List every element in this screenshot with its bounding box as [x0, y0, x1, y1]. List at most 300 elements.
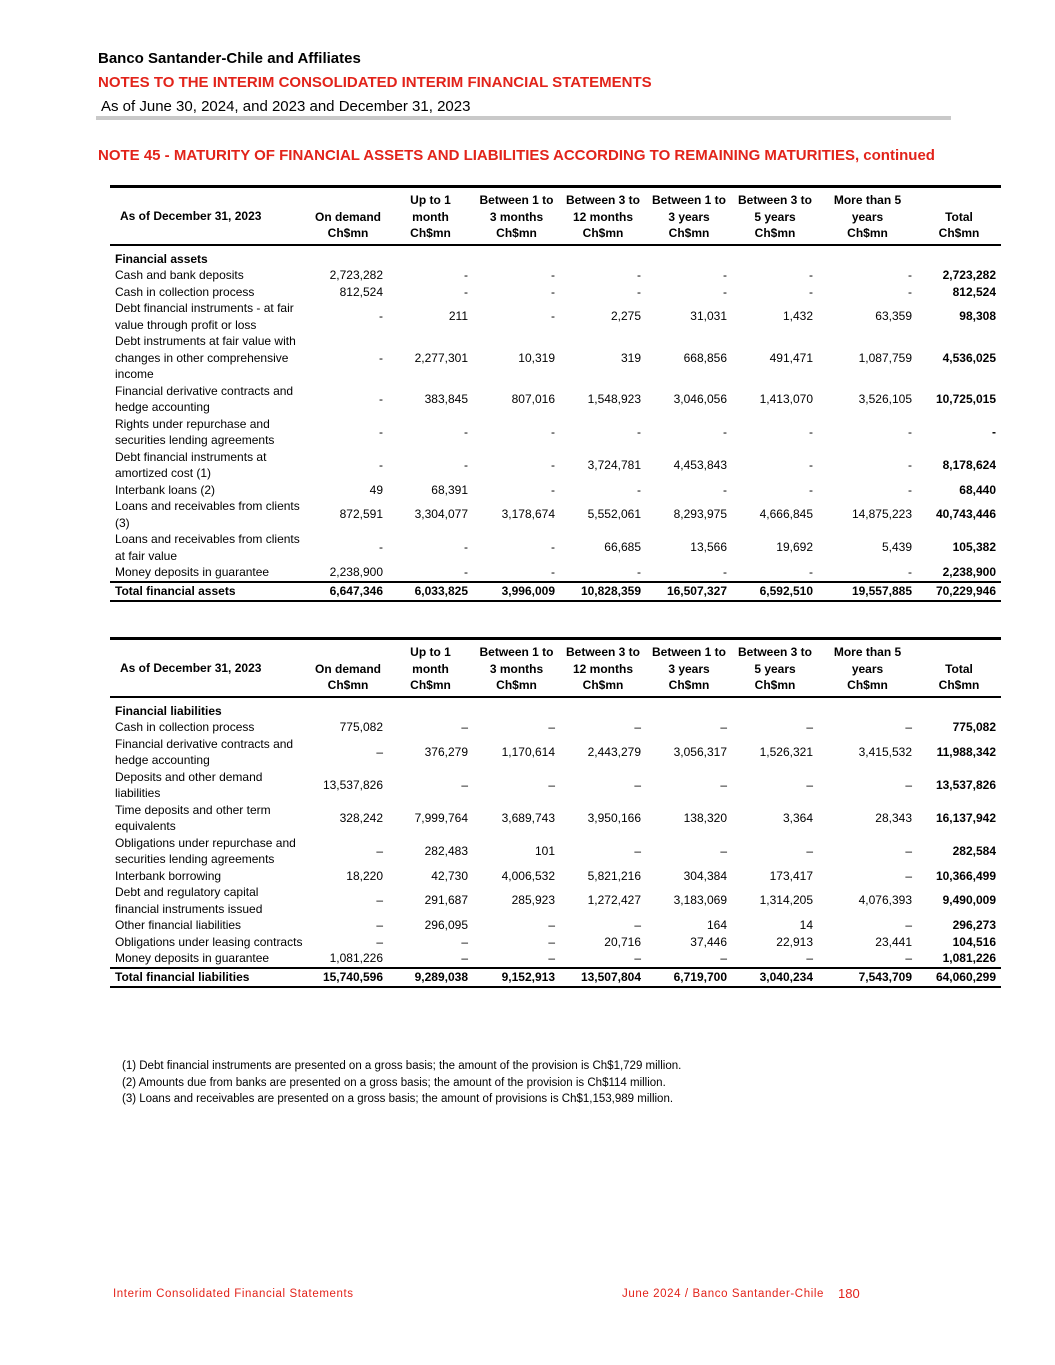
row-label: Loans and receivables from clients at fair value — [115, 532, 300, 563]
value-cell: 296,095 — [424, 918, 468, 932]
value-cell: 2,723,282 — [329, 268, 383, 282]
column-header-unit: Ch$mn — [410, 226, 451, 240]
value-cell: - — [464, 565, 468, 579]
row-label: Cash in collection process — [115, 284, 255, 299]
value-cell: – — [905, 720, 912, 734]
column-header — [818, 639, 917, 697]
row-total-cell: 10,366,499 — [935, 868, 996, 883]
value-cell: 3,724,781 — [587, 457, 641, 472]
table-row — [110, 284, 1001, 301]
column-header-label: More than 5 years — [833, 193, 902, 224]
value-cell: 3,415,532 — [858, 744, 912, 759]
row-total-cell: 98,308 — [959, 309, 996, 324]
value-cell: 4,453,843 — [673, 457, 727, 472]
table-row — [110, 719, 1001, 736]
value-cell: – — [806, 720, 813, 734]
value-cell: 383,845 — [424, 391, 468, 406]
row-label: Obligations under leasing contracts — [115, 934, 303, 949]
total-value-cell: 7,543,709 — [818, 968, 917, 987]
row-total-cell: 2,238,900 — [942, 565, 996, 579]
column-header-label: Between 1 to 3 months — [479, 193, 554, 224]
table-row — [110, 267, 1001, 284]
column-header-label: Between 1 to 3 years — [651, 193, 726, 224]
table-row — [110, 300, 1001, 333]
total-value-cell: 13,507,804 — [560, 968, 646, 987]
value-cell: – — [461, 777, 468, 792]
total-row — [110, 968, 1001, 987]
row-label: Interbank loans (2) — [115, 482, 216, 497]
value-cell: 14,875,223 — [851, 507, 912, 522]
row-label: Financial derivative contracts and hedge accounting — [115, 736, 294, 767]
column-header-label: Up to 1 month — [410, 193, 451, 224]
table-row — [110, 736, 1001, 769]
value-cell: 491,471 — [769, 350, 813, 365]
value-cell: - — [379, 540, 383, 555]
value-cell: - — [809, 424, 813, 439]
value-cell: - — [379, 424, 383, 439]
column-header — [308, 639, 388, 697]
value-cell: - — [723, 268, 727, 282]
value-cell: – — [905, 918, 912, 932]
value-cell: – — [905, 843, 912, 858]
value-cell: 3,526,105 — [858, 391, 912, 406]
table-row — [110, 868, 1001, 885]
value-cell: – — [376, 744, 383, 759]
footnotes — [122, 1058, 681, 1108]
value-cell: 812,524 — [339, 284, 383, 299]
value-cell: - — [551, 284, 555, 299]
row-label: Time deposits and other term equivalents — [115, 802, 271, 833]
value-cell: 1,272,427 — [587, 893, 641, 908]
footnote: (2) Amounts due from banks are presented on a gross basis; the amount of the provision is Ch$114 million. — [122, 1076, 666, 1089]
value-cell: - — [908, 565, 912, 579]
column-header — [917, 639, 1001, 697]
value-cell: – — [720, 843, 727, 858]
value-cell: 2,238,900 — [329, 565, 383, 579]
column-header-unit: Ch$mn — [754, 678, 796, 692]
column-header — [388, 187, 473, 245]
value-cell: – — [548, 777, 555, 792]
column-header-label: Total — [945, 661, 973, 676]
column-header-label: Between 3 to 12 months — [565, 193, 640, 224]
value-cell: - — [379, 457, 383, 472]
value-cell: 3,950,166 — [587, 810, 641, 825]
value-cell: 49 — [369, 482, 383, 497]
value-cell: 23,441 — [875, 934, 912, 949]
footnote: (1) Debt financial instruments are presented on a gross basis; the amount of the provision is Ch$1,729 million. — [122, 1060, 682, 1072]
value-cell: - — [379, 391, 383, 406]
column-header-unit: Ch$mn — [496, 678, 537, 692]
value-cell: 3,364 — [782, 810, 813, 825]
value-cell: 1,170,614 — [501, 744, 555, 759]
column-header — [308, 187, 388, 245]
column-header-label: More than 5 years — [833, 645, 902, 676]
row-total-cell: 8,178,624 — [942, 457, 996, 472]
value-cell: – — [461, 720, 468, 734]
value-cell: – — [634, 918, 641, 932]
value-cell: 1,548,923 — [587, 391, 641, 406]
table-row — [110, 884, 1001, 917]
value-cell: – — [720, 777, 727, 792]
footer-document-title: Interim Consolidated Financial Statements — [113, 1288, 354, 1300]
total-value-cell: 3,040,234 — [732, 968, 818, 987]
value-cell: 3,304,077 — [414, 507, 468, 522]
section-label: Financial liabilities — [115, 703, 222, 718]
notes-title: NOTES TO THE INTERIM CONSOLIDATED INTERIM FINANCIAL STATEMENTS — [98, 74, 652, 91]
footnote: (3) Loans and receivables are presented on a gross basis; the amount of provisions is Ch$1,153,989 million. — [122, 1093, 674, 1105]
value-cell: 5,552,061 — [587, 507, 641, 522]
value-cell: 668,856 — [683, 350, 727, 365]
row-label: Loans and receivables from clients (3) — [115, 499, 300, 530]
column-header-unit: Ch$mn — [582, 226, 624, 240]
value-cell: – — [806, 951, 813, 965]
value-cell: - — [464, 457, 468, 472]
value-cell: 138,320 — [683, 810, 727, 825]
value-cell: 872,591 — [339, 507, 383, 522]
value-cell: - — [908, 268, 912, 282]
row-label: Rights under repurchase and securities lending agreements — [115, 416, 275, 447]
value-cell: 376,279 — [424, 744, 468, 759]
row-total-cell: 68,440 — [959, 482, 996, 497]
header-row — [110, 639, 1001, 697]
table-row — [110, 482, 1001, 499]
value-cell: 319 — [620, 350, 641, 365]
column-header — [560, 187, 646, 245]
value-cell: – — [720, 951, 727, 965]
table-row — [110, 333, 1001, 383]
column-header-unit: Ch$mn — [668, 678, 710, 692]
row-total-cell: 9,490,009 — [942, 893, 996, 908]
row-total-cell: 812,524 — [952, 284, 996, 299]
value-cell: 3,689,743 — [501, 810, 555, 825]
value-cell: 3,178,674 — [501, 507, 555, 522]
as-of-label: As of December 31, 2023 — [120, 661, 262, 675]
column-header — [646, 639, 732, 697]
value-cell: 2,275 — [610, 309, 641, 324]
row-total-cell: 2,723,282 — [942, 268, 996, 282]
value-cell: 3,183,069 — [673, 893, 727, 908]
row-total-cell: 1,081,226 — [942, 951, 996, 965]
total-value-cell: 64,060,299 — [917, 968, 1001, 987]
value-cell: – — [720, 720, 727, 734]
row-label: Interbank borrowing — [115, 868, 222, 883]
row-total-cell: 40,743,446 — [935, 507, 996, 522]
value-cell: – — [806, 777, 813, 792]
value-cell: 775,082 — [339, 720, 383, 734]
column-header-label: Total — [945, 209, 973, 224]
value-cell: 173,417 — [769, 868, 813, 883]
value-cell: 1,314,205 — [759, 893, 813, 908]
value-cell: - — [551, 457, 555, 472]
value-cell: 20,716 — [604, 934, 641, 949]
row-total-cell: 13,537,826 — [935, 777, 996, 792]
value-cell: 3,056,317 — [673, 744, 727, 759]
row-total-cell: 16,137,942 — [935, 810, 996, 825]
row-label: Cash and bank deposits — [115, 268, 244, 282]
total-row — [110, 582, 1001, 601]
value-cell: – — [806, 843, 813, 858]
value-cell: - — [908, 424, 912, 439]
value-cell: - — [379, 309, 383, 324]
row-label: Deposits and other demand liabilities — [115, 769, 263, 800]
column-header-label: Between 1 to 3 months — [479, 645, 554, 676]
value-cell: 66,685 — [604, 540, 641, 555]
value-cell: 22,913 — [776, 934, 813, 949]
value-cell: 13,566 — [690, 540, 727, 555]
value-cell: 18,220 — [346, 868, 383, 883]
column-header-unit: Ch$mn — [327, 226, 369, 240]
value-cell: - — [551, 482, 555, 497]
value-cell: 63,359 — [875, 309, 912, 324]
row-total-cell: 105,382 — [952, 540, 996, 555]
value-cell: – — [548, 951, 555, 965]
column-header-unit: Ch$mn — [847, 678, 888, 692]
value-cell: – — [634, 843, 641, 858]
value-cell: 1,432 — [782, 309, 813, 324]
value-cell: - — [551, 268, 555, 282]
table-row — [110, 802, 1001, 835]
total-value-cell: 9,289,038 — [388, 968, 473, 987]
table-row — [110, 498, 1001, 531]
value-cell: 68,391 — [431, 482, 468, 497]
total-value-cell: 10,828,359 — [560, 582, 646, 601]
column-header-unit: Ch$mn — [938, 226, 980, 240]
column-header — [818, 187, 917, 245]
section-row — [110, 697, 1001, 720]
value-cell: - — [637, 424, 641, 439]
value-cell: 304,384 — [683, 868, 727, 883]
date-line: As of June 30, 2024, and 2023 and December 31, 2023 — [101, 98, 471, 115]
value-cell: 28,343 — [875, 810, 912, 825]
value-cell: - — [908, 482, 912, 497]
value-cell: 101 — [534, 843, 555, 858]
value-cell: 4,006,532 — [501, 868, 555, 883]
value-cell: 1,413,070 — [759, 391, 813, 406]
value-cell: - — [379, 350, 383, 365]
row-total-cell: - — [992, 424, 996, 439]
row-total-cell: 296,273 — [952, 918, 996, 932]
value-cell: 4,666,845 — [759, 507, 813, 522]
value-cell: 14 — [799, 918, 813, 932]
value-cell: 328,242 — [339, 810, 383, 825]
row-total-cell: 10,725,015 — [935, 391, 996, 406]
value-cell: - — [908, 284, 912, 299]
value-cell: – — [548, 720, 555, 734]
column-header-label: Between 3 to 5 years — [737, 645, 812, 676]
value-cell: - — [464, 284, 468, 299]
row-total-cell: 775,082 — [952, 720, 996, 734]
value-cell: 1,087,759 — [858, 350, 912, 365]
total-value-cell: 6,647,346 — [308, 582, 388, 601]
column-header-label: Between 3 to 5 years — [737, 193, 812, 224]
value-cell: - — [637, 284, 641, 299]
value-cell: 5,439 — [881, 540, 912, 555]
value-cell: - — [723, 424, 727, 439]
table-row — [110, 934, 1001, 951]
row-label: Money deposits in guarantee — [115, 951, 270, 965]
value-cell: 8,293,975 — [673, 507, 727, 522]
row-label: Debt financial instruments at amortized cost (1) — [115, 449, 267, 480]
value-cell: - — [551, 309, 555, 324]
value-cell: – — [634, 720, 641, 734]
column-header — [388, 639, 473, 697]
column-header — [917, 187, 1001, 245]
section-label: Financial assets — [115, 251, 208, 266]
value-cell: - — [637, 565, 641, 579]
as-of-label: As of December 31, 2023 — [120, 209, 262, 223]
row-total-cell: 4,536,025 — [942, 350, 996, 365]
row-total-cell: 282,584 — [952, 843, 996, 858]
column-header-unit: Ch$mn — [327, 678, 369, 692]
total-value-cell: 6,719,700 — [646, 968, 732, 987]
value-cell: – — [461, 934, 468, 949]
value-cell: 4,076,393 — [858, 893, 912, 908]
value-cell: - — [809, 565, 813, 579]
value-cell: - — [637, 268, 641, 282]
value-cell: – — [905, 868, 912, 883]
value-cell: 3,046,056 — [673, 391, 727, 406]
note-title: NOTE 45 - MATURITY OF FINANCIAL ASSETS AND LIABILITIES ACCORDING TO REMAINING MATURITIES, continued — [98, 147, 935, 164]
table-row — [110, 835, 1001, 868]
value-cell: – — [376, 918, 383, 932]
row-label: Obligations under repurchase and securities lending agreements — [115, 835, 296, 866]
value-cell: – — [461, 951, 468, 965]
column-header-unit: Ch$mn — [754, 226, 796, 240]
total-label: Total financial assets — [110, 582, 308, 601]
value-cell: - — [723, 482, 727, 497]
column-header — [560, 639, 646, 697]
value-cell: - — [723, 565, 727, 579]
value-cell: - — [464, 268, 468, 282]
column-header-unit: Ch$mn — [668, 226, 710, 240]
value-cell: – — [548, 918, 555, 932]
value-cell: - — [809, 268, 813, 282]
column-header-label: Up to 1 month — [410, 645, 451, 676]
value-cell: – — [376, 934, 383, 949]
value-cell: – — [634, 951, 641, 965]
total-value-cell: 3,996,009 — [473, 582, 560, 601]
row-label: Cash in collection process — [115, 720, 255, 734]
value-cell: – — [376, 893, 383, 908]
table-row — [110, 531, 1001, 564]
financial-liabilities-table — [110, 637, 1001, 988]
page-number: 180 — [838, 1286, 860, 1301]
value-cell: 10,319 — [518, 350, 555, 365]
column-header — [732, 639, 818, 697]
value-cell: – — [634, 777, 641, 792]
value-cell: – — [548, 934, 555, 949]
total-value-cell: 16,507,327 — [646, 582, 732, 601]
table-row — [110, 950, 1001, 968]
value-cell: - — [809, 284, 813, 299]
total-value-cell: 9,152,913 — [473, 968, 560, 987]
row-label: Other financial liabilities — [115, 918, 242, 932]
value-cell: 42,730 — [431, 868, 468, 883]
row-label: Debt instruments at fair value with changes in other comprehensive income — [115, 334, 296, 381]
footer-period: June 2024 / Banco Santander-Chile — [622, 1288, 825, 1300]
company-name: Banco Santander-Chile and Affiliates — [98, 50, 361, 67]
value-cell: - — [723, 284, 727, 299]
value-cell: 31,031 — [690, 309, 727, 324]
column-header — [473, 639, 560, 697]
total-value-cell: 6,592,510 — [732, 582, 818, 601]
header-row — [110, 187, 1001, 245]
column-header — [732, 187, 818, 245]
total-value-cell: 6,033,825 — [388, 582, 473, 601]
value-cell: - — [908, 457, 912, 472]
value-cell: 2,443,279 — [587, 744, 641, 759]
value-cell: 211 — [448, 309, 468, 324]
value-cell: 2,277,301 — [414, 350, 468, 365]
value-cell: 37,446 — [690, 934, 727, 949]
value-cell: - — [551, 424, 555, 439]
row-total-cell: 11,988,342 — [936, 744, 996, 759]
table-row — [110, 449, 1001, 482]
row-label: Money deposits in guarantee — [115, 565, 270, 579]
row-label: Debt financial instruments - at fair value through profit or loss — [115, 301, 294, 332]
value-cell: - — [809, 457, 813, 472]
value-cell: 7,999,764 — [414, 810, 468, 825]
value-cell: 1,526,321 — [759, 744, 813, 759]
value-cell: 807,016 — [511, 391, 555, 406]
value-cell: 1,081,226 — [329, 951, 383, 965]
column-header-unit: Ch$mn — [410, 678, 451, 692]
value-cell: - — [551, 565, 555, 579]
row-label: Financial derivative contracts and hedge accounting — [115, 383, 294, 414]
value-cell: - — [551, 540, 555, 555]
column-header-label: On demand — [314, 209, 381, 224]
value-cell: – — [905, 777, 912, 792]
value-cell: - — [637, 482, 641, 497]
column-header-label: Between 3 to 12 months — [565, 645, 640, 676]
section-row — [110, 245, 1001, 268]
table-row — [110, 769, 1001, 802]
column-header-label: Between 1 to 3 years — [651, 645, 726, 676]
table-row — [110, 917, 1001, 934]
value-cell: 285,923 — [511, 893, 555, 908]
value-cell: – — [376, 843, 383, 858]
row-total-cell: 104,516 — [952, 934, 996, 949]
column-header-unit: Ch$mn — [847, 226, 888, 240]
total-label: Total financial liabilities — [110, 968, 308, 987]
total-value-cell: 19,557,885 — [818, 582, 917, 601]
financial-assets-table — [110, 185, 1001, 602]
column-header-unit: Ch$mn — [496, 226, 537, 240]
value-cell: 5,821,216 — [587, 868, 641, 883]
value-cell: 19,692 — [776, 540, 813, 555]
value-cell: 13,537,826 — [322, 777, 383, 792]
total-value-cell: 15,740,596 — [308, 968, 388, 987]
value-cell: 282,483 — [424, 843, 468, 858]
total-value-cell: 70,229,946 — [917, 582, 1001, 601]
column-header-label: On demand — [314, 661, 381, 676]
value-cell: - — [464, 540, 468, 555]
column-header — [473, 187, 560, 245]
table-row — [110, 416, 1001, 449]
table-row — [110, 383, 1001, 416]
column-header-unit: Ch$mn — [582, 678, 624, 692]
value-cell: – — [905, 951, 912, 965]
value-cell: 291,687 — [424, 893, 468, 908]
table-row — [110, 564, 1001, 582]
header-divider — [96, 116, 951, 120]
column-header — [646, 187, 732, 245]
value-cell: - — [464, 424, 468, 439]
column-header-unit: Ch$mn — [938, 678, 980, 692]
value-cell: - — [809, 482, 813, 497]
value-cell: 164 — [706, 918, 727, 932]
row-label: Debt and regulatory capital financial instruments issued — [115, 885, 263, 916]
